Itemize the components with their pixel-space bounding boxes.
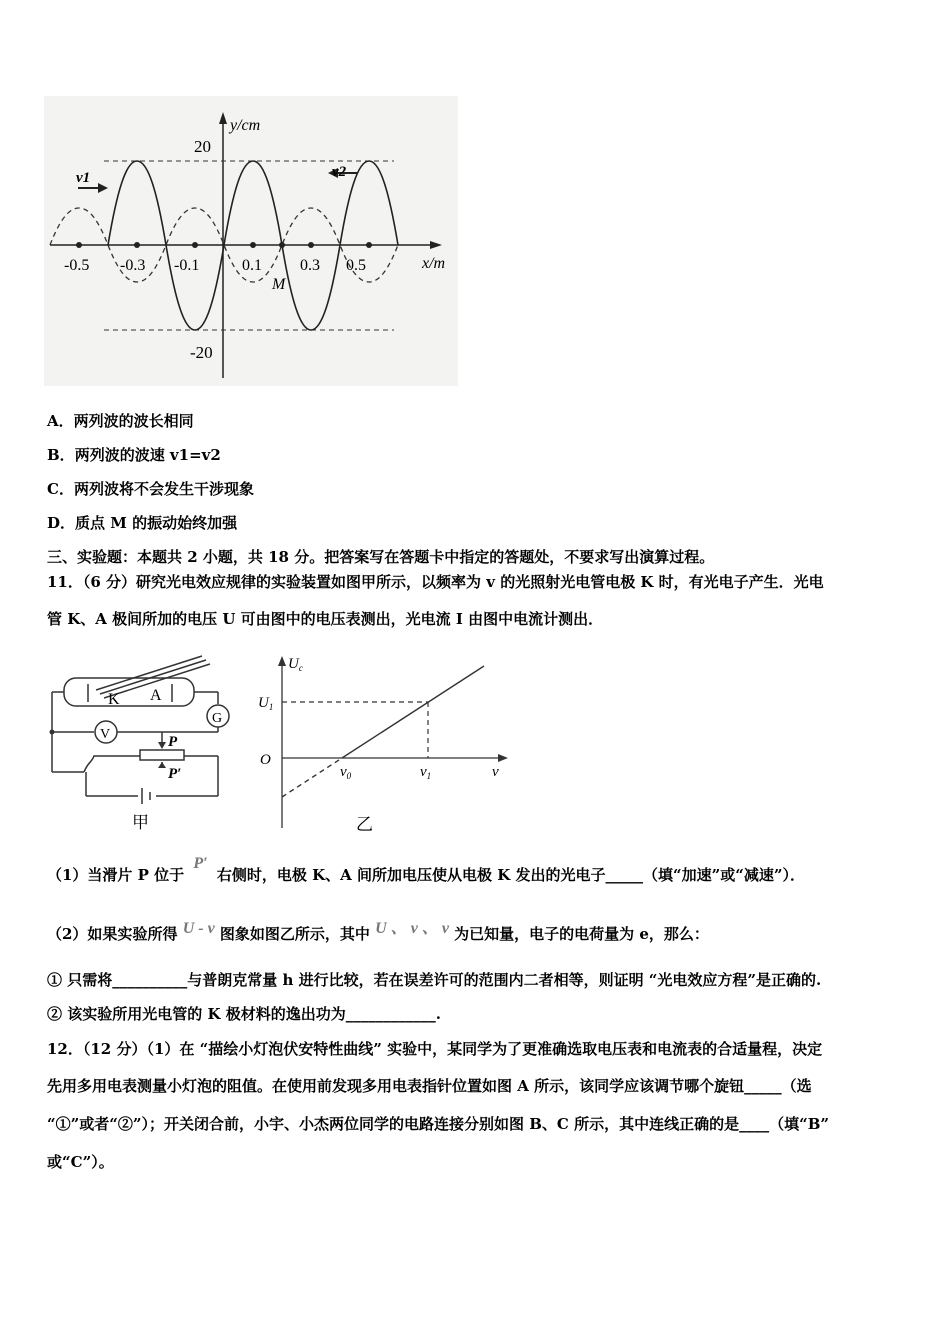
graph-line-extension [282,758,342,797]
q11-part2-start: （2）如果实验所得 [47,925,178,943]
q11-text-line: 管 K、A 极间所加的电压 U 可由图中的电压表测出，光电流 I 由图中电流计测出． [47,610,604,628]
q11-item1: ① 只需将__________与普朗克常量 h 进行比较，若在误差许可的范围内二者相等，则证明 “光电效应方程”是正确的. [47,971,822,989]
q11-item2: ② 该实验所用光电管的 K 极材料的逸出功为____________. [47,1005,441,1023]
option-letter: D． [47,514,76,532]
option-a [47,411,194,431]
x-tick-label: 0.1 [242,257,262,274]
point-m-label: M [272,276,286,293]
slider-p-label: P [168,734,178,750]
uc-v-graph [252,650,512,835]
y-axis-arrow [219,112,227,124]
q12-text-line: 先用多用电表测量小灯泡的阻值。在使用前发现多用电表指针位置如图 A 所示，该同学应该调节哪个旋钮_____（选 [47,1077,812,1095]
galvanometer-label: G [212,711,223,726]
graph-x-label: v [492,764,499,780]
v2-label: v2 [332,164,347,180]
slider-p-prime-label: P′ [168,766,182,782]
x-axis-label: x/m [422,255,446,272]
figure-caption-jia: 甲 [132,813,149,832]
cathode-label: K [108,691,120,708]
q11-part2-mid: 图象如图乙所示，其中 [219,925,370,943]
y-top-label: 20 [194,137,211,156]
q11-text-line: 11．（6 分）研究光电效应规律的实验装置如图甲所示，以频率为 v 的光照射光电管电极 K 时，有光电子产生．光电 [47,573,824,591]
option-text: 两列波的波速 v1=v2 [74,446,221,464]
option-letter: C． [47,480,74,498]
section-heading: 三、实验题：本题共 2 小题，共 18 分。把答案写在答题卡中指定的答题处，不要求写出演算过程。 [47,548,715,566]
q11-part1 [47,855,806,886]
option-c [47,479,254,499]
graph-v0-label: $v_0$ [340,764,352,781]
circuit-figure [44,650,244,835]
option-letter: B． [47,446,75,464]
x-tick-label: 0.5 [346,257,366,274]
option-text: 两列波的波长相同 [73,412,194,430]
graph-v1-label: $v_1$ [420,764,432,781]
photocell-tube [64,678,194,706]
x-tick-label: -0.1 [174,257,200,274]
x-tick-label: -0.5 [64,257,90,274]
option-text: 两列波将不会发生干涉现象 [73,480,254,498]
option-d [47,513,237,533]
option-b [47,445,221,465]
q12-text-line: 12．（12 分）（1）在 “描绘小灯泡伏安特性曲线” 实验中，某同学为了更准确选取电压表和电流表的合适量程，决定 [47,1040,823,1058]
wave-figure [44,96,458,386]
v1-label: v1 [76,170,91,186]
anode-label: A [150,687,162,704]
q12-text-line: 或“C”）。 [47,1153,114,1171]
y-axis-label: y/cm [230,117,261,134]
q11-part1-end: 右侧时，电极 K、A 间所加电压使从电极 K 发出的光电子_____（填“加速”或“减速”）． [216,866,806,884]
x-tick-label: 0.3 [300,257,320,274]
q11-part1-start: （1）当滑片 P 位于 [47,866,185,884]
q12-text-line: “①”或者“②”）；开关闭合前，小宇、小杰两位同学的电路连接分别如图 B、C 所示，其中连线正确的是____（填“B” [47,1115,830,1133]
p-prime-symbol: P′ [193,855,208,872]
y-bottom-label: -20 [190,343,213,362]
x-tick-label: -0.3 [120,257,146,274]
rheostat [140,750,184,760]
known-quantities-symbol: U 、 v 、 v [375,920,449,937]
graph-origin-label: O [260,752,271,768]
figure-caption-yi: 乙 [356,815,373,834]
option-letter: A． [47,412,74,430]
graph-y-label: $U_c$ [288,656,303,673]
option-text: 质点 M 的振动始终加强 [75,514,238,532]
x-axis-arrow [430,241,442,249]
graph-u1-label: $U_1$ [258,695,274,712]
voltmeter-label: V [100,727,111,742]
graph-line-solid [342,666,484,758]
q11-part2 [47,920,709,945]
uc-v-symbol: U - v [182,920,215,937]
q11-part2-end: 为已知量，电子的电荷量为 e，那么： [454,925,709,943]
